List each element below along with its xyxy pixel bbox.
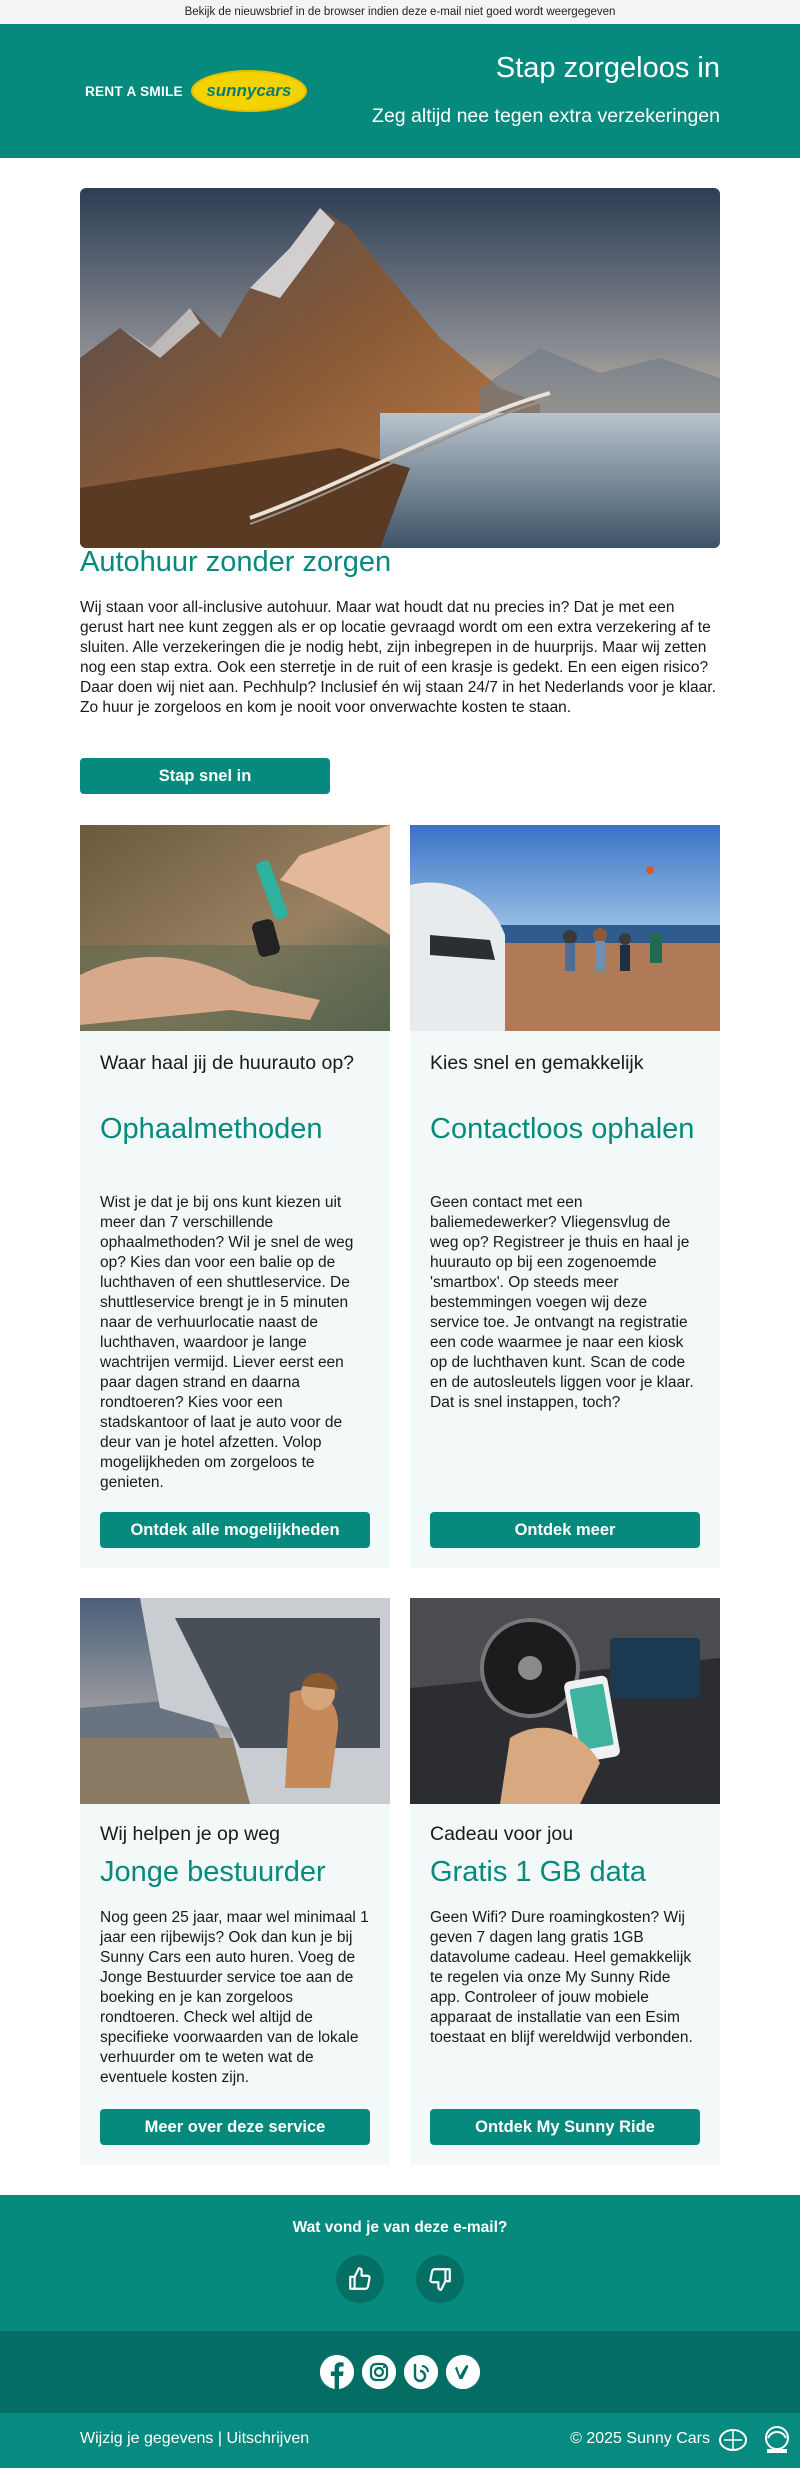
footer [0, 2413, 800, 2468]
card-image-young-driver[interactable] [80, 1598, 390, 1804]
card-title: Gratis 1 GB data [430, 1856, 646, 1888]
card-body: Nog geen 25 jaar, maar wel minimaal 1 jaar een rijbewijs? Ook dan kun je bij Sunny Cars een auto huren. Voeg de Jonge Bestuurder service toe aan de boeking en je kan zorgeloos rondtoeren. Check wel altijd de specifieke voorwaarden van de lokale verhuurder om te weten wat de eventuele kosten zijn. [100, 1909, 369, 2086]
card-kicker: Wij helpen je op weg [100, 1823, 280, 1845]
card-contactloos-ophalen [410, 825, 720, 1568]
preheader [0, 0, 800, 24]
footer-links [80, 2430, 309, 2448]
card-kicker: Cadeau voor jou [430, 1823, 574, 1845]
card-body: Wist je dat je bij ons kunt kiezen uit meer dan 7 verschillende ophaalmethoden? Wil je snel de weg op? Kies dan voor een balie op de luchthaven of een shuttleservice. De shuttleservice brengt je in 5 minuten naar de verhuurlocatie naast de luchthaven, waardoor je lange wachtrijen vermijd. Liever eerst een paar dagen strand en daarna rondtoeren? Kies voor een stadskantoor of laat je auto voor de deur van je hotel afzetten. Volop mogelijkheden om zorgeloos te genieten. [100, 1194, 354, 1491]
card-title: Jonge bestuurder [100, 1856, 326, 1888]
intro-body: Wij staan voor all-inclusive autohuur. Maar wat houdt dat nu precies in? Dat je met een gerust hart nee kunt zeggen als er op locatie gevraagd wordt om een extra verzekering af te sluiten. Alle verzekeringen die je nodig hebt, zijn inbegrepen in de huurprijs. Maar wij zetten nog een stap extra. Ook een sterretje in de ruit of een krasje is gedekt. En een eigen risico? Daar doen wij niet aan. Pechhulp? Inclusief én wij staan 24/7 in het Nederlands voor je klaar. Zo huur je zorgeloos en kom je nooit voor onverwachte kosten te staan. [80, 599, 716, 716]
instagram-icon[interactable] [362, 2355, 396, 2389]
ontdek-alle-mogelijkheden-button[interactable]: Ontdek alle mogelijkheden [100, 1512, 370, 1548]
thumbs-down-icon[interactable] [416, 2255, 464, 2303]
copyright: © 2025 Sunny Cars [570, 2430, 710, 2447]
header-subtitle: Zeg altijd nee tegen extra verzekeringen [372, 105, 720, 127]
uitschrijven-link[interactable]: Uitschrijven [226, 2430, 310, 2447]
social-links-bar [0, 2331, 800, 2413]
card-jonge-bestuurder [80, 1598, 390, 2165]
card-image-beach-car[interactable] [410, 825, 720, 1031]
card-image-phone-in-car[interactable] [410, 1598, 720, 1804]
anvr-badge-icon [718, 2425, 748, 2455]
logo-tagline: RENT A SMILE [85, 83, 183, 99]
hero-image-mountain-bridge[interactable] [80, 188, 720, 548]
blog-icon[interactable] [404, 2355, 438, 2389]
card-body: Geen contact met een baliemedewerker? Vliegensvlug de weg op? Registreer je thuis en haal je huurauto op bij een zogenoemde 'smartbox'. Op steeds meer bestemmingen voegen wij deze service toe. Je ontvangt na registratie een code waarmee je naar een kiosk op de luchthaven kunt. Scan de code en de autosleutels liggen voor je klaar. Dat is snel instappen, toch? [430, 1194, 694, 1411]
meer-over-deze-service-button[interactable]: Meer over deze service [100, 2109, 370, 2145]
card-kicker: Waar haal jij de huurauto op? [100, 1052, 355, 1074]
header-title: Stap zorgeloos in [495, 52, 720, 84]
feedback-section [0, 2195, 800, 2331]
wijzig-gegevens-link[interactable]: Wijzig je gegevens [80, 2430, 214, 2447]
card-image-key-handover[interactable] [80, 825, 390, 1031]
ontdek-meer-button[interactable]: Ontdek meer [430, 1512, 700, 1548]
card-gratis-data [410, 1598, 720, 2165]
logo-oval [191, 70, 307, 112]
card-ophaalmethoden [80, 825, 390, 1568]
logo-brand: sunnycars [206, 81, 292, 100]
card-body: Geen Wifi? Dure roamingkosten? Wij geven 7 dagen lang gratis 1GB datavolume cadeau. Heel gemakkelijk te regelen via onze My Sunny Ride app. Controleer of jouw mobiele apparaat de installatie van een Esim toestaat en blijf wereldwijd verbonden. [430, 1909, 693, 2046]
header-banner [0, 24, 800, 158]
feedback-question: Wat vond je van deze e-mail? [292, 2219, 508, 2236]
sgr-badge-icon [760, 2425, 790, 2455]
card-title: Ophaalmethoden [100, 1113, 323, 1145]
sunnycars-logo[interactable] [85, 70, 307, 112]
card-title: Contactloos ophalen [430, 1113, 695, 1145]
intro-title: Autohuur zonder zorgen [80, 546, 392, 578]
card-kicker: Kies snel en gemakkelijk [430, 1052, 644, 1074]
vimeo-icon[interactable] [446, 2355, 480, 2389]
view-in-browser-link[interactable]: Bekijk de nieuwsbrief in de browser indien deze e-mail niet goed wordt weergegeven [184, 6, 616, 18]
thumbs-up-icon[interactable] [336, 2255, 384, 2303]
facebook-icon[interactable] [320, 2355, 354, 2389]
stap-snel-in-button[interactable]: Stap snel in [80, 758, 330, 794]
footer-separator: | [213, 2430, 227, 2447]
ontdek-my-sunny-ride-button[interactable]: Ontdek My Sunny Ride [430, 2109, 700, 2145]
